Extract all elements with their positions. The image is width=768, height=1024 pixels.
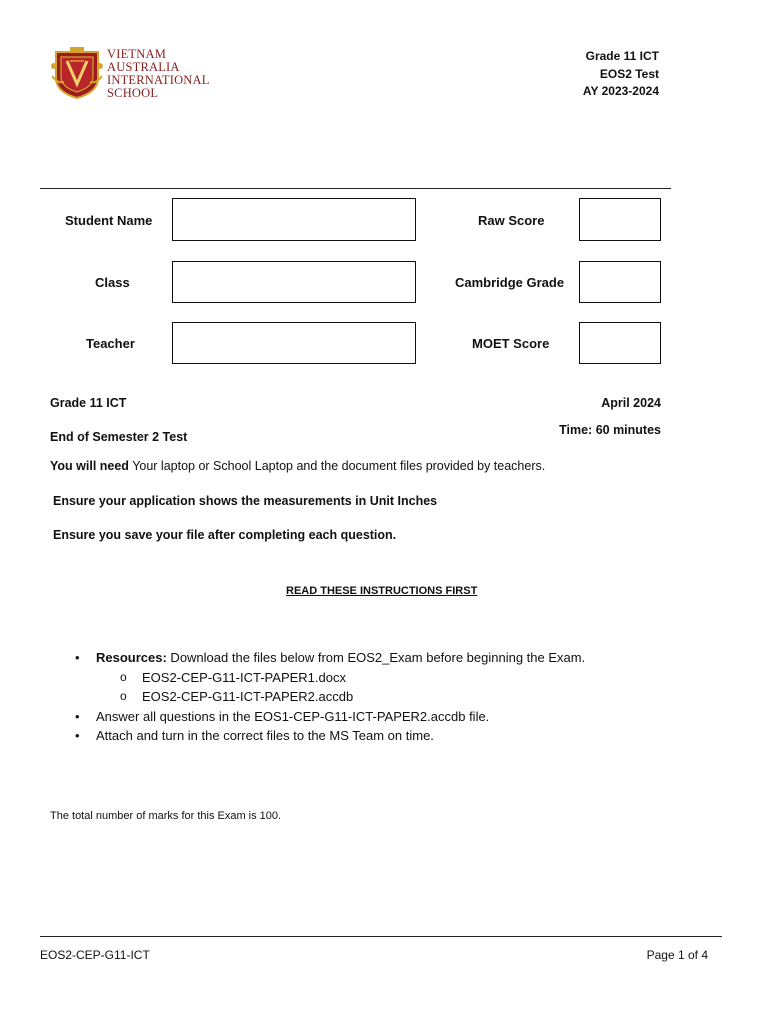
raw-score-label: Raw Score (478, 213, 545, 228)
header-year: AY 2023-2024 (582, 84, 659, 98)
school-name (107, 48, 210, 100)
list-item (72, 726, 585, 746)
requirements-text: Your laptop or School Laptop and the document files provided by teachers. (128, 459, 546, 473)
school-name-line: AUSTRALIA (107, 60, 180, 74)
instructions-heading: READ THESE INSTRUCTIONS FIRST (286, 585, 478, 597)
student-name-label: Student Name (65, 213, 153, 228)
footer-divider (40, 936, 722, 937)
cambridge-grade-box[interactable] (579, 261, 661, 303)
circle-bullet-icon: o (120, 669, 127, 684)
cambridge-grade-label: Cambridge Grade (455, 275, 565, 290)
exam-date: April 2024 (601, 396, 661, 410)
teacher-box[interactable] (172, 322, 416, 364)
school-name-line: SCHOOL (107, 86, 159, 100)
header-grade: Grade 11 ICT (585, 49, 659, 63)
list-item (72, 648, 585, 668)
list-item (72, 668, 585, 688)
header-info (583, 48, 659, 101)
answer-instruction: Answer all questions in the EOS1-CEP-G11-ICT-PAPER2.accdb file. (96, 708, 490, 724)
total-marks: The total number of marks for this Exam is 100. (50, 810, 282, 822)
units-note: Ensure your application shows the measurements in Unit Inches (53, 494, 438, 508)
student-name-box[interactable] (172, 198, 416, 241)
requirements-label: You will need (50, 459, 129, 473)
exam-time: Time: 60 minutes (559, 423, 661, 437)
raw-score-box[interactable] (579, 198, 661, 241)
class-label: Class (95, 275, 130, 290)
teacher-label: Teacher (86, 336, 135, 351)
header-test: EOS2 Test (599, 66, 659, 81)
page-number: Page 1 of 4 (646, 948, 708, 962)
moet-score-label: MOET Score (472, 336, 550, 351)
circle-bullet-icon: o (120, 689, 127, 704)
resources-label: Resources: (96, 650, 167, 665)
header-divider (40, 188, 671, 189)
exam-subject: Grade 11 ICT (50, 396, 127, 410)
file-name: EOS2-CEP-G11-ICT-PAPER1.docx (142, 669, 346, 685)
exam-test-name: End of Semester 2 Test (50, 430, 188, 444)
bullet-icon: • (75, 728, 80, 744)
attach-instruction: Attach and turn in the correct files to the MS Team on time. (96, 728, 434, 744)
moet-score-box[interactable] (579, 322, 661, 364)
footer-code: EOS2-CEP-G11-ICT (40, 948, 150, 962)
instructions-list (72, 648, 585, 746)
requirements (50, 459, 545, 473)
list-item (72, 687, 585, 707)
class-box[interactable] (172, 261, 416, 303)
save-note: Ensure you save your file after completing each question. (53, 528, 397, 542)
bullet-icon: • (75, 650, 80, 665)
crest-icon (51, 47, 103, 98)
bullet-icon: • (75, 708, 80, 724)
school-name-line: VIETNAM (107, 47, 167, 61)
school-name-line: INTERNATIONAL (107, 73, 210, 87)
file-name: EOS2-CEP-G11-ICT-PAPER2.accdb (142, 689, 354, 705)
list-item (72, 707, 585, 727)
resources-text: Download the files below from EOS2_Exam before beginning the Exam. (166, 650, 586, 665)
